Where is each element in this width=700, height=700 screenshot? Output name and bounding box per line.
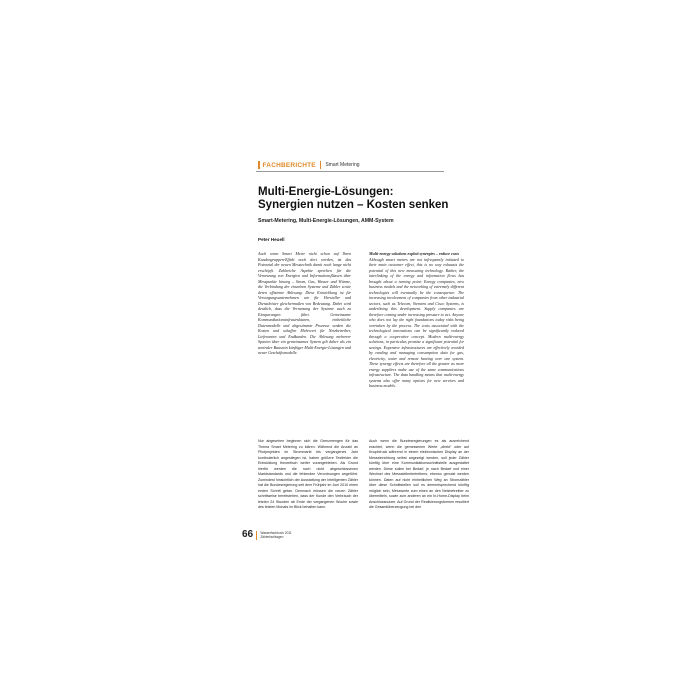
accent-bar [258, 161, 260, 169]
english-subhead: Multi-energy solutions exploit synergies – reduce costs [369, 251, 459, 256]
lead-english [369, 251, 464, 388]
section-label: FACHBERICHTE [262, 161, 316, 169]
footer-meta-line-2: Zählerfachtagen [260, 534, 284, 539]
section-header [258, 160, 360, 170]
page-number: 66 [242, 529, 254, 540]
footer-meta [260, 530, 291, 539]
footer-meta-line-1: Wasserfachbuch 2011 [260, 530, 292, 535]
title-line-2: Synergien nutzen – Kosten senken [258, 199, 449, 211]
body-column-right: Auch wenn die Bundesregierungen es als ausreichend erachtet, wenn die gemessenen Werte „direkt“ oder auf Knopfdruck während in einem elektronischen Display an der Messeinrichtung selbst angezeigt werden, soll jeder Zähler künftig über eine Kommunikationsschnittstelle ausgestattet werden. Diese sollen bei Bedarf, je nach Bedarf und einer Wechsel des Messstellenbetreibers, ebenso genutzt werden können. Daten auf nicht einheitlichen Weg an Stromzähler über diese Schnittstellen soll es dementsprechend künftig möglich sein, Messwerte zum einen an den Netzbetreiber zu übermitteln, sowie zum anderen an ein In-Home-Display beim Anschlussnutzer. Auf Grund der Realisierungsformen resultiert die Gesamtüberzeugung bei den [369, 439, 469, 509]
page-footer [242, 530, 292, 540]
title-line-1: Multi-Energie-Lösungen: [258, 186, 394, 198]
topic-label: Smart Metering [325, 162, 360, 168]
author-name: Peter Heuell [258, 237, 285, 242]
lead-german: Auch wenn Smart Meter nicht schon auf Ihren Kundengruppen-Effekt noch dort werden, ist das Potenzial der neuen Messtechnik damit noch lange nicht erschöpft. Zahlreiche Aspekte sprechen für die Vernetzung von Energien und Informationsflüssen über Messpunkte hinweg – Strom, Gas, Wasser und Wärme, die Verbindung der einzelnen Systeme und Zähler sowie deren effiziente Ablesung. Diese Entwicklung ist für Versorgungsunternehmen wie für Hersteller und Dienstleister gleichermaßen von Bedeutung. Dabei wird deutlich, dass die Vernetzung der Systeme auch zu Einsparungen führt. Gemeinsame Kommunikationsinfrastrukturen, einheitliche Datenmodelle und abgestimmte Prozesse senken die Kosten und schaffen Mehrwert für Netzbetreiber, Lieferanten und Endkunden. Die Ablesung mehrerer Sparten über ein gemeinsames System gilt daher als ein zentraler Baustein künftiger Multi-Energie-Lösungen und neuer Geschäftsmodelle. [258, 251, 351, 355]
article-title [258, 186, 458, 212]
accent-bar [320, 161, 322, 169]
header-rule [256, 171, 444, 172]
footer-accent-bar [256, 531, 257, 540]
body-column-left: Nur abgesehen beginnen sich die Grenzmengen für das Thema Smart Metering zu klären. Während die Anzahl an Pilotprojekten im Strommarkt bis vergangenes Jahr kontinuierlich angestiegen ist, haben größere Testfelder die Entwicklung theoretisch weiter vorangetrieben. Als Grund hierfür werden die noch nicht abgeschlossenen Marktstandards und die fehlenden Verordnungen angeführt. Zumindest hinsichtlich der Ausstattung der Intelligenten Zähler hat die Bundesregierung seit dem Frühjahr im Juni 2010 einen ersten Schritt getan. Demnach müssen die neuen Zähler schrittweise bereitstehen, dass der Kunde den Verbrauch der letzten 24 Stunden ab Ende der vergangenen Woche sowie des letzten Monats im Blick behalten kann. [258, 439, 358, 509]
english-lead-text: Although smart meters are not infrequently initiated to their main customer effect, this is no way exhausts the potential of this new measuring technology. Rather, the interlinking of the energy and information flows has brought about a turning point: Energy companies, new business models and the networking of extremely different technologies will eventually be the consequence. The increasing involvement of companies from other industrial sectors, such as Telecom, Siemens and Cisco Systems, is underlining this development. Supply companies are therefore coming under increasing pressure to act. Anyone who does not lay the right foundations today risks being overtaken by the process. The costs associated with the technological innovations can be significantly reduced through a cooperative concept. Modern multi-energy solutions, in particular, promise a significant potential for savings. Expensive infrastructures are effectively avoided by reading and managing consumption data for gas, electricity, water and remote heating over one system. These synergy effects are therefore all the greater as more energy suppliers make use of the same communications infrastructure. The data handling means that multi-energy systems also offer many options for new services and business models. [369, 256, 464, 388]
keywords: Smart-Metering, Multi-Energie-Lösungen, AMM-System [258, 218, 394, 224]
